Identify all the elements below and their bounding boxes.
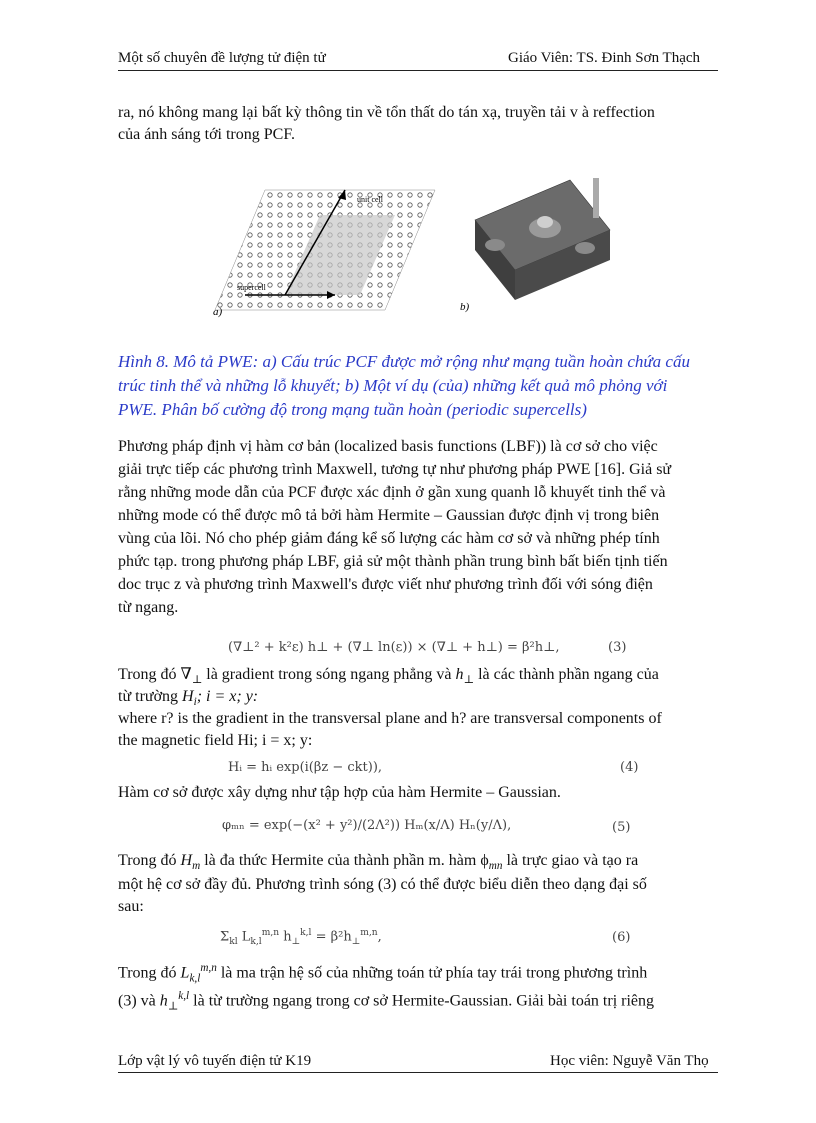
figure-graphic — [205, 160, 615, 330]
figure-label-a: a) — [213, 306, 223, 318]
para1-line-1: Phương pháp định vị hàm cơ bản (localized basis functions (LBF)) là cơ sở cho việc — [118, 438, 658, 455]
para2-l1b: là gradient trong sóng ngang phẳng và — [202, 666, 456, 683]
para5-l2b: là từ trường ngang trong cơ sở Hermite-Gaussian. Giải bài toán trị riêng — [189, 992, 655, 1010]
header-left: Một số chuyên đề lượng tử điện tử — [118, 50, 326, 66]
equation-3-number: (3) — [608, 640, 627, 655]
para1-line-5: vùng của lõi. Nó cho phép giảm đáng kể số lượng các hàm cơ sở và những phép tính — [118, 530, 660, 547]
intro-line-2: của ánh sáng tới trong PCF. — [118, 126, 295, 143]
equation-5-number: (5) — [612, 820, 631, 835]
footer-left: Lớp vật lý vô tuyến điện tử K19 — [118, 1053, 312, 1069]
para4-line-1: Trong đó $H_m$ là đa thức Hermite của thành phần m. hàm $\phi_{mn}$ là trực giao và tạo ra — [118, 852, 639, 873]
para5-line-1: Trong đó $L_{k,l}^{m,n}$ là ma trận hệ số của những toán tử phía tay trái trong phương trình — [118, 962, 648, 985]
para2-l1a: Trong đó ∇ — [118, 666, 192, 683]
para5-l1a: Trong đó — [118, 964, 181, 982]
footer-rule — [118, 1072, 718, 1073]
para1-line-8: từ ngang. — [118, 599, 179, 616]
surface-bump — [485, 239, 505, 251]
para1-line-6: phức tạp. trong phương pháp LBF, giả sử một thành phần trung bình bất biến tịnh tiến — [118, 553, 668, 570]
para2-line-1: Trong đó $\nabla_\perp$ là gradient trong sóng ngang phẳng và $h_\perp$ là các thành phần ngang của — [118, 666, 659, 687]
figure-label-b: b) — [460, 301, 470, 313]
para5-l2a: (3) và — [118, 992, 160, 1010]
para4-l1c: là trực giao và tạo ra — [502, 852, 639, 869]
para5-l1b: là ma trận hệ số của những toán tử phía tay trái trong phương trình — [216, 964, 648, 982]
figure-pcf-pwe — [205, 160, 615, 330]
footer-right: Học viên: Nguyễ Văn Thọ — [550, 1053, 709, 1069]
caption-line-1: Hình 8. Mô tả PWE: a) Cấu trúc PCF được mở rộng như mạng tuần hoàn chứa cấu — [118, 352, 690, 371]
para2-l2b: ; i = x; y: — [196, 688, 259, 705]
equation-4-number: (4) — [620, 760, 639, 775]
intro-line-1: ra, nó không mang lại bất kỳ thông tin về tổn thất do tán xạ, truyền tải v à reffection — [118, 104, 655, 121]
equation-6: $\Sigma_{kl}$ $L_{k,l}^{m,n}$ $h_\perp^{k,l} = \beta^2h_\perp^{m,n}$, — [220, 928, 382, 947]
equation-5: φₘₙ = exp(−(x² + y²)/(2Λ²)) Hₘ(x/Λ) Hₙ(y/Λ), — [222, 818, 512, 833]
equation-6-number: (6) — [612, 930, 631, 945]
equation-3: (∇⊥² + k²ε) h⊥ + (∇⊥ ln(ε)) × (∇⊥ + h⊥) = β²h⊥, — [228, 640, 560, 655]
para1-line-2: giải trực tiếp các phương trình Maxwell, tương tự như phương pháp PWE [16]. Giả sử — [118, 461, 672, 478]
caption-line-3: PWE. Phân bố cường độ trong mạng tuần hoàn (periodic supercells) — [118, 400, 587, 419]
para1-line-7: doc trục z và phương trình Maxwell's được viết như phương trình đối với sóng điện — [118, 576, 653, 593]
para1-line-4: những mode có thể được mô tả bởi hàm Hermite – Gaussian được định vị trong biên — [118, 507, 660, 524]
colorbar — [593, 178, 599, 218]
para1-line-3: rằng những mode dẫn của PCF được xác định ở gần xung quanh lỗ khuyết tinh thể và — [118, 484, 666, 501]
para5-line-2: (3) và $h_\perp^{k,l}$ là từ trường ngang trong cơ sở Hermite-Gaussian. Giải bài toán trị riêng — [118, 990, 655, 1013]
para2-l1c: là các thành phần ngang của — [474, 666, 659, 683]
para2-line-2: từ trường $H_i$; i = x; y: — [118, 688, 259, 709]
equation-4: Hᵢ = hᵢ exp(i(βz − ckt)), — [228, 760, 383, 775]
para4-l1b: là đa thức Hermite của thành phần m. hàm — [200, 852, 481, 869]
supercell-label: supercell — [237, 283, 266, 292]
header-right: Giáo Viên: TS. Đinh Sơn Thạch — [508, 50, 701, 66]
para4-l1a: Trong đó — [118, 852, 181, 869]
unit-cell-label: unit cell — [357, 195, 383, 204]
header-rule — [118, 70, 718, 71]
caption-line-2: trúc tinh thể và những lỗ khuyết; b) Một ví dụ (của) những kết quả mô phỏng với — [118, 376, 668, 395]
surface-peak-top — [537, 216, 553, 228]
para2-line-4: the magnetic field Hi; i = x; y: — [118, 732, 313, 749]
para4-line-3: sau: — [118, 898, 144, 915]
surface-bump — [575, 242, 595, 254]
para2-line-3: where r? is the gradient in the transversal plane and h? are transversal components of — [118, 710, 662, 727]
para4-line-2: một hệ cơ sở đầy đủ. Phương trình sóng (3) có thể được biểu diễn theo dạng đại số — [118, 876, 647, 893]
para3-line-1: Hàm cơ sở được xây dựng như tập hợp của hàm Hermite – Gaussian. — [118, 784, 561, 801]
para2-l2a: từ trường — [118, 688, 183, 705]
